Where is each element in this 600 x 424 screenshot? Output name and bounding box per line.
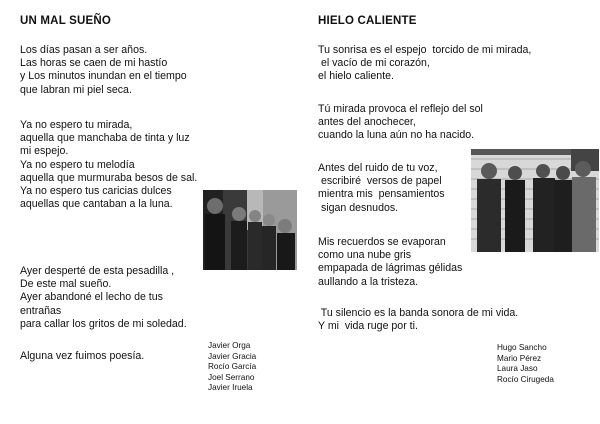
author-name: Javier Iruela (208, 383, 253, 393)
author-name: Javier Gracia (208, 351, 257, 361)
poem-line: mi espejo. (20, 145, 69, 158)
poem-line: el hielo caliente. (318, 70, 394, 83)
right-stanza-4 (318, 236, 462, 289)
author-name: Javier Orga (208, 341, 251, 350)
right-group-photo (471, 149, 599, 252)
poem-line: Ya no espero tu melodía (20, 158, 135, 171)
right-stanza-2 (318, 103, 483, 143)
poem-line: Tu silencio es la banda sonora de mi vida. (318, 307, 519, 319)
poem-line: Los días pasan a ser años. (20, 44, 148, 56)
left-stanza-3 (20, 265, 187, 331)
poem-line: aquella que murmuraba besos de sal. (20, 171, 198, 184)
left-stanza-1 (20, 44, 187, 97)
poem-line: aullando a la tristeza. (318, 275, 419, 288)
author-name: Rocío Cirugeda (497, 374, 554, 384)
poem-line: aquella que manchaba de tinta y luz (20, 132, 190, 145)
poem-line: Alguna vez fuimos poesía. (20, 350, 145, 362)
author-name: Laura Jaso (497, 364, 538, 374)
poem-line: que labran mi piel seca. (20, 83, 132, 96)
poem-line: Ya no espero tu mirada, (20, 119, 133, 131)
poem-line: Ayer desperté de esta pesadilla , (20, 265, 175, 277)
right-stanza-5 (318, 307, 518, 333)
right-stanza-3 (318, 162, 445, 215)
poem-line: antes del anochecer, (318, 116, 416, 129)
poem-line: Y mi vida ruge por ti. (318, 320, 418, 333)
left-group-photo (203, 190, 297, 270)
poem-line: empapada de lágrimas gélidas (318, 262, 463, 275)
poem-line: escribiré versos de papel (318, 175, 442, 188)
left-closing-line (20, 350, 144, 363)
poem-line: Antes del ruido de tu voz, (318, 162, 438, 174)
poem-line: mientra mis pensamientos (318, 188, 445, 201)
poem-line: entrañas (20, 304, 62, 317)
left-poem-title: UN MAL SUEÑO (20, 15, 111, 27)
poem-line: Tú mirada provoca el reflejo del sol (318, 103, 483, 115)
left-authors (208, 341, 256, 394)
right-stanza-1 (318, 44, 531, 84)
poem-line: Las horas se caen de mi hastío (20, 57, 168, 70)
poem-line: para callar los gritos de mi soledad. (20, 317, 187, 330)
right-poem-title: HIELO CALIENTE (318, 15, 417, 27)
poem-line: De este mal sueño. (20, 278, 112, 291)
author-name: Mario Pérez (497, 353, 542, 363)
left-stanza-2 (20, 119, 197, 211)
poem-line: Tu sonrisa es el espejo torcido de mi mirada, (318, 44, 532, 56)
poem-line: el vacío de mi corazón, (318, 57, 430, 70)
author-name: Joel Serrano (208, 372, 255, 382)
poem-line: y Los minutos inundan en el tiempo (20, 70, 187, 83)
right-authors (497, 343, 554, 385)
poem-line: Ya no espero tus caricias dulces (20, 185, 172, 198)
poem-line: cuando la luna aún no ha nacido. (318, 129, 475, 142)
poem-line: Ayer abandoné el lecho de tus (20, 291, 163, 304)
poem-line: Mis recuerdos se evaporan (318, 236, 446, 248)
poem-line: como una nube gris (318, 249, 412, 262)
author-name: Hugo Sancho (497, 343, 547, 352)
author-name: Rocío García (208, 362, 257, 372)
poem-line: sigan desnudos. (318, 201, 399, 214)
poem-line: aquellas que cantaban a la luna. (20, 198, 173, 211)
